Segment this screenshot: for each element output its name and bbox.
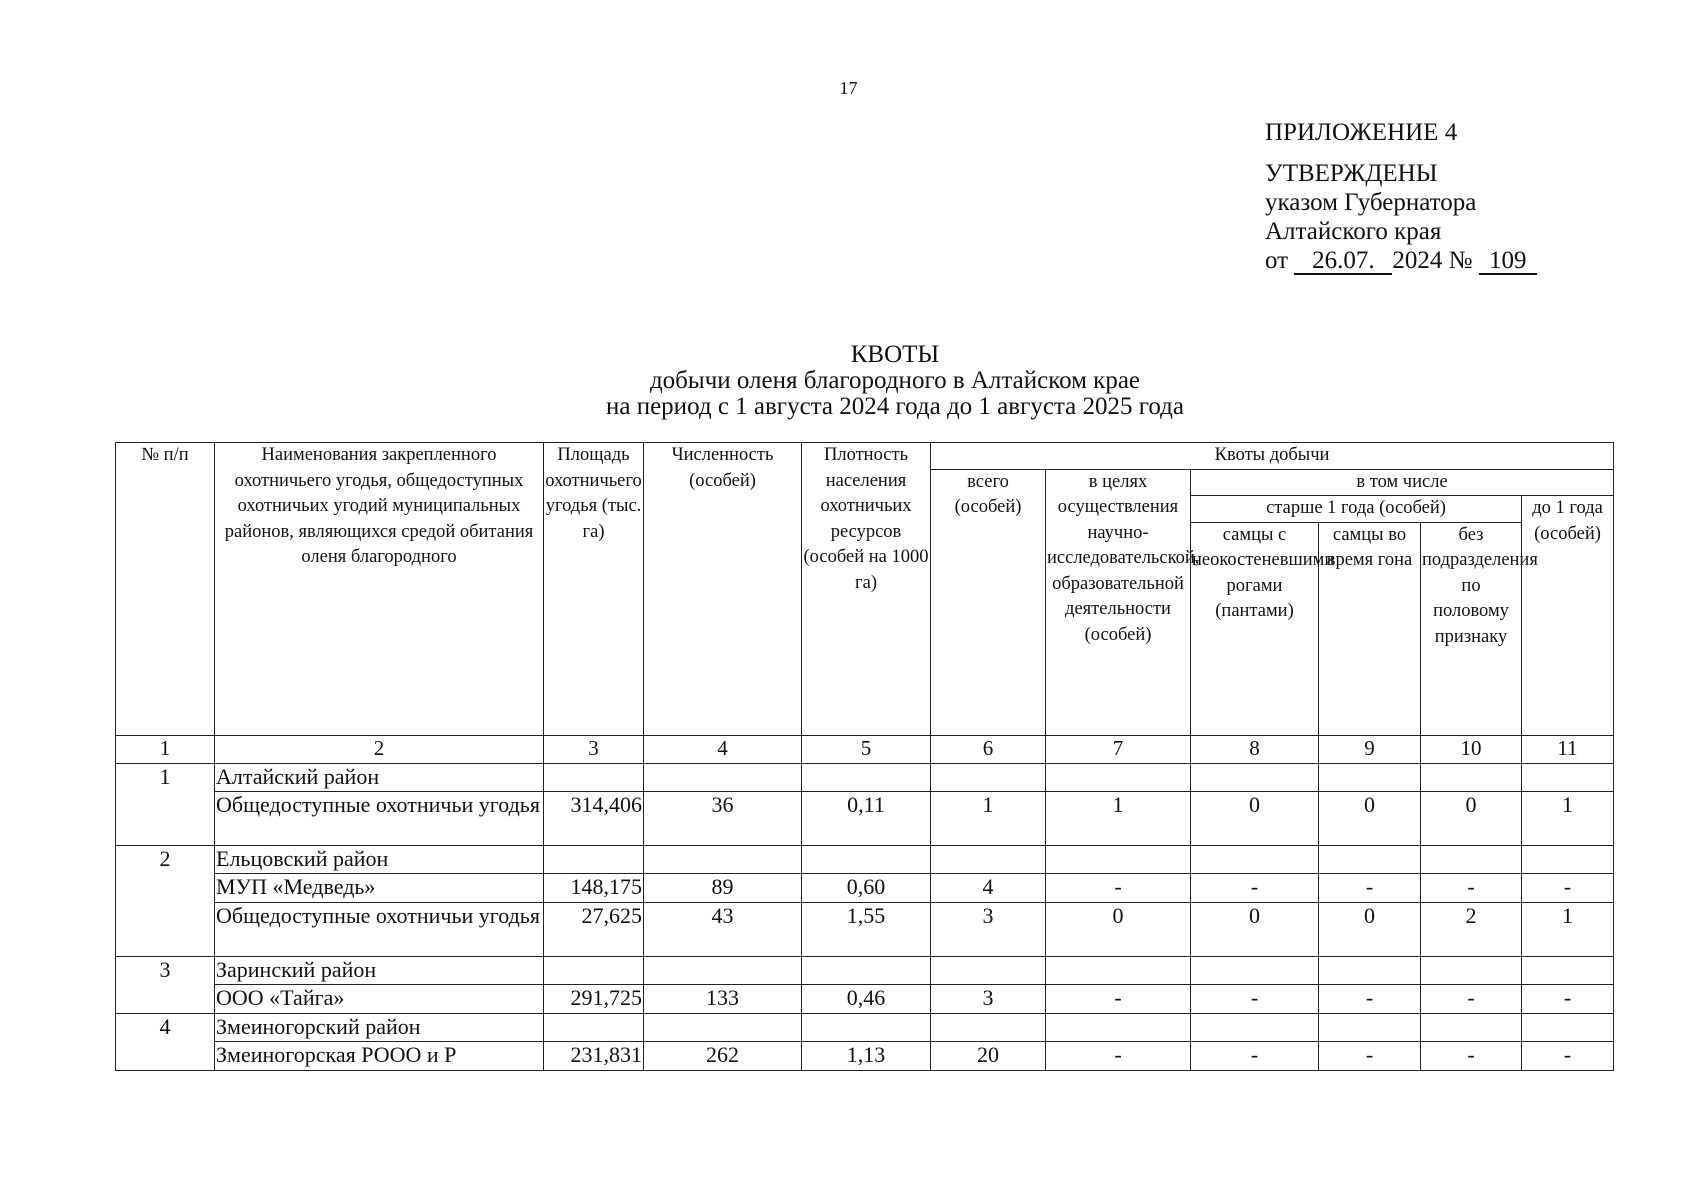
approved-label: УТВЕРЖДЕНЫ [1265,160,1438,187]
density-cell: 0,46 [802,984,931,1013]
header-science: в целях осуществления научно-исследовательской, образовательной деятельности (особей) [1046,469,1191,735]
col-num: 6 [931,735,1046,763]
nosex-cell: 2 [1421,902,1522,956]
col-num: 3 [544,735,644,763]
column-number-row [116,735,1614,763]
district-index: 1 [116,763,215,845]
page-number: 17 [839,78,858,98]
area-cell: 231,831 [544,1041,644,1070]
col-num: 9 [1319,735,1421,763]
under1-cell: 1 [1522,791,1614,845]
total-cell: 20 [931,1041,1046,1070]
header-older: старше 1 года (особей) [1191,496,1522,523]
density-cell: 1,55 [802,902,931,956]
header-rut: самцы во время гона [1319,522,1421,735]
district-row [116,956,1614,984]
approved-line-1: указом Губернатора [1265,189,1477,216]
under1-cell: - [1522,984,1614,1013]
title-sub-1: добычи оленя благородного в Алтайском крае [649,367,1141,394]
header-quotas: Квоты добычи [931,443,1614,470]
science-cell: - [1046,984,1191,1013]
document-title [0,342,1697,420]
col-num: 4 [644,735,802,763]
hunting-ground-name: МУП «Медведь» [215,873,544,902]
density-cell: 0,60 [802,873,931,902]
total-cell: 3 [931,902,1046,956]
rut-cell: 0 [1319,791,1421,845]
col-num: 5 [802,735,931,763]
appendix-title: ПРИЛОЖЕНИЕ 4 [1265,119,1458,146]
total-cell: 1 [931,791,1046,845]
number-label: № [1448,247,1473,274]
count-cell: 36 [644,791,802,845]
district-name: Ельцовский район [215,845,544,873]
header-antlers: самцы с неокостеневшими рогами (пантами) [1191,522,1319,735]
header-density: Плотность населения охотничьих ресурсов (особей на 1000 га) [802,443,931,736]
density-cell: 0,11 [802,791,931,845]
science-cell: 0 [1046,902,1191,956]
area-cell: 314,406 [544,791,644,845]
header-including: в том числе [1191,469,1614,496]
nosex-cell: 0 [1421,791,1522,845]
table-row [116,902,1614,956]
antlers-cell: - [1191,1041,1319,1070]
under1-cell: - [1522,873,1614,902]
count-cell: 262 [644,1041,802,1070]
district-name: Заринский район [215,956,544,984]
hunting-ground-name: Общедоступные охотничьи угодья [215,902,544,956]
district-name: Змеиногорский район [215,1013,544,1041]
decree-date-day-month: 26.07. [1294,249,1392,275]
density-cell: 1,13 [802,1041,931,1070]
antlers-cell: - [1191,873,1319,902]
count-cell: 89 [644,873,802,902]
district-index: 2 [116,845,215,956]
header-count: Численность (особей) [644,443,802,736]
antlers-cell: 0 [1191,791,1319,845]
hunting-ground-name: Общедоступные охотничьи угодья [215,791,544,845]
table-row [116,1041,1614,1070]
appendix-block [1265,118,1537,275]
header-area: Площадь охотничьего угодья (тыс. га) [544,443,644,736]
col-num: 10 [1421,735,1522,763]
hunting-ground-name: ООО «Тайга» [215,984,544,1013]
district-index: 4 [116,1013,215,1070]
area-cell: 27,625 [544,902,644,956]
under1-cell: - [1522,1041,1614,1070]
from-label: от [1265,247,1289,274]
nosex-cell: - [1421,873,1522,902]
hunting-ground-name: Змеиногорская РООО и Р [215,1041,544,1070]
header-name: Наименования закрепленного охотничьего угодья, общедоступных охотничьих угодий муниципальных районов, являющихся средой обитания оленя благородного [215,443,544,736]
district-index: 3 [116,956,215,1013]
decree-line [1265,246,1537,275]
antlers-cell: 0 [1191,902,1319,956]
header-nosex: без подразделения по половому признаку [1421,522,1522,735]
district-row [116,1013,1614,1041]
col-num: 1 [116,735,215,763]
table-row [116,873,1614,902]
area-cell: 148,175 [544,873,644,902]
count-cell: 43 [644,902,802,956]
district-row [116,763,1614,791]
district-row [116,845,1614,873]
under1-cell: 1 [1522,902,1614,956]
col-num: 2 [215,735,544,763]
header-total: всего (особей) [931,469,1046,735]
rut-cell: 0 [1319,902,1421,956]
quota-table [115,442,1614,1071]
science-cell: - [1046,873,1191,902]
decree-number: 109 [1479,249,1537,275]
nosex-cell: - [1421,984,1522,1013]
header-number: № п/п [116,443,215,736]
science-cell: - [1046,1041,1191,1070]
table-row [116,984,1614,1013]
area-cell: 291,725 [544,984,644,1013]
table-row [116,791,1614,845]
rut-cell: - [1319,1041,1421,1070]
col-num: 8 [1191,735,1319,763]
total-cell: 4 [931,873,1046,902]
decree-date-year: 2024 [1392,247,1443,274]
col-num: 11 [1522,735,1614,763]
title-sub-2: на период с 1 августа 2024 года до 1 августа 2025 года [605,393,1184,420]
title-main: КВОТЫ [850,341,940,368]
science-cell: 1 [1046,791,1191,845]
total-cell: 3 [931,984,1046,1013]
col-num: 7 [1046,735,1191,763]
nosex-cell: - [1421,1041,1522,1070]
approved-line-2: Алтайского края [1265,218,1442,245]
rut-cell: - [1319,984,1421,1013]
district-name: Алтайский район [215,763,544,791]
rut-cell: - [1319,873,1421,902]
count-cell: 133 [644,984,802,1013]
antlers-cell: - [1191,984,1319,1013]
header-under1: до 1 года (особей) [1522,496,1614,736]
